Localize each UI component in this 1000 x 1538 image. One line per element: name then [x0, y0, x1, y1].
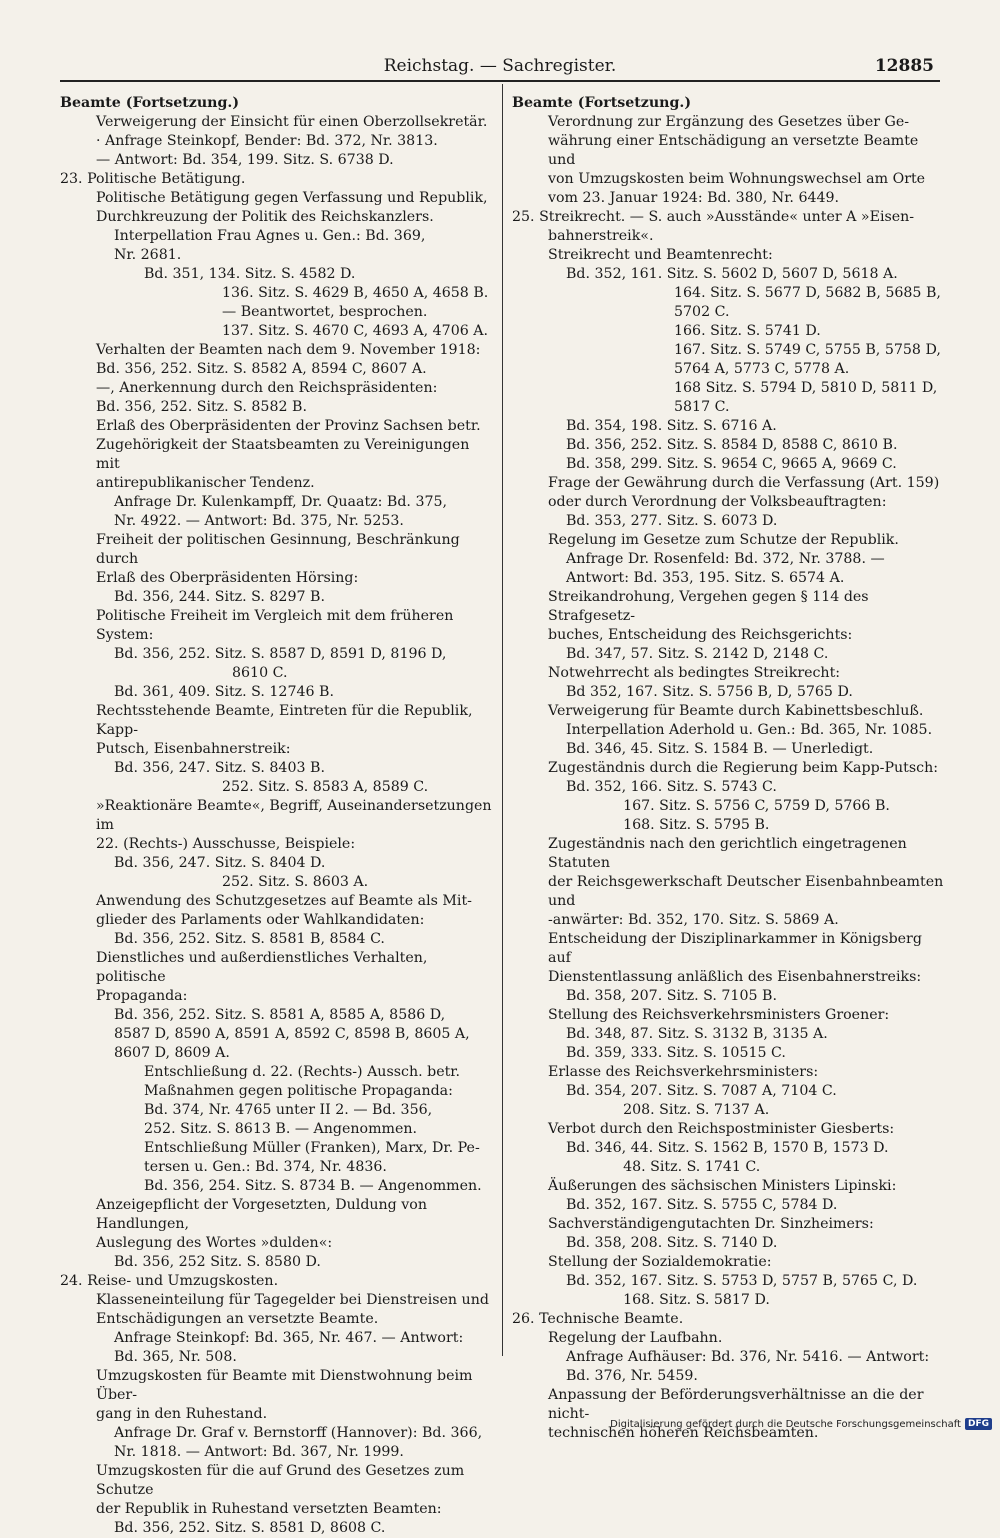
index-line: Bd. 351, 134. Sitz. S. 4582 D. — [144, 266, 356, 282]
index-line: 167. Sitz. S. 5749 C, 5755 B, 5758 D, — [674, 342, 941, 358]
index-line: Anfrage Steinkopf: Bd. 365, Nr. 467. — Antwort: — [114, 1330, 464, 1346]
index-line: Bd. 347, 57. Sitz. S. 2142 D, 2148 C. — [566, 646, 829, 662]
index-line: technischen höheren Reichsbeamten. — [548, 1425, 819, 1441]
index-line: —, Anerkennung durch den Reichspräsidenten: — [96, 380, 438, 396]
index-line: Bd. 358, 299. Sitz. S. 9654 C, 9665 A, 9669 C. — [566, 456, 897, 472]
page-number: 12885 — [874, 56, 934, 76]
index-line: Anfrage Aufhäuser: Bd. 376, Nr. 5416. — Antwort: — [566, 1349, 930, 1365]
index-line: Verordnung zur Ergänzung des Gesetzes über Ge- — [548, 114, 910, 130]
index-line: Bd. 356, 244. Sitz. S. 8297 B. — [114, 589, 325, 605]
index-line: Bd. 356, 252. Sitz. S. 8582 A, 8594 C, 8607 A. — [96, 361, 427, 377]
index-line: Zugehörigkeit der Staatsbeamten zu Vereinigungen mit — [96, 437, 474, 472]
index-line: Anfrage Dr. Kulenkampff, Dr. Quaatz: Bd. 375, — [114, 494, 448, 510]
footer-credit: Digitalisierung gefördert durch die Deutsche Forschungsgemeinschaft — [610, 1418, 961, 1430]
index-line: Erlasse des Reichsverkehrsministers: — [548, 1064, 819, 1080]
index-line: 252. Sitz. S. 8603 A. — [222, 874, 369, 890]
index-line: 252. Sitz. S. 8613 B. — Angenommen. — [144, 1121, 418, 1137]
index-line: 5817 C. — [674, 399, 730, 415]
index-line: Durchkreuzung der Politik des Reichskanzlers. — [96, 209, 434, 225]
index-line: Bd. 352, 166. Sitz. S. 5743 C. — [566, 779, 777, 795]
index-line: Verweigerung der Einsicht für einen Oberzollsekretär. — [96, 114, 488, 130]
index-line: Nr. 4922. — Antwort: Bd. 375, Nr. 5253. — [114, 513, 404, 529]
index-line: Bd. 356, 252. Sitz. S. 8581 D, 8608 C. — [114, 1520, 386, 1536]
index-line: Politische Betätigung gegen Verfassung und Republik, — [96, 190, 488, 206]
index-line: Verweigerung für Beamte durch Kabinettsbeschluß. — [548, 703, 924, 719]
index-line: Zugeständnis durch die Regierung beim Kapp-Putsch: — [548, 760, 938, 776]
index-line: tersen u. Gen.: Bd. 374, Nr. 4836. — [144, 1159, 387, 1175]
page-header — [60, 50, 940, 80]
index-line: 166. Sitz. S. 5741 D. — [674, 323, 821, 339]
index-line: Politische Freiheit im Vergleich mit dem früheren System: — [96, 608, 458, 643]
index-line: Umzugskosten für die auf Grund des Gesetzes zum Schutze — [96, 1463, 469, 1498]
index-line: Bd. 352, 161. Sitz. S. 5602 D, 5607 D, 5618 A. — [566, 266, 898, 282]
index-line: Bd. 358, 207. Sitz. S. 7105 B. — [566, 988, 777, 1004]
index-line: Nr. 1818. — Antwort: Bd. 367, Nr. 1999. — [114, 1444, 404, 1460]
index-line: Streikandrohung, Vergehen gegen § 114 des Strafgesetz- — [548, 589, 874, 624]
index-line: glieder des Parlaments oder Wahlkandidaten: — [96, 912, 425, 928]
index-line: 208. Sitz. S. 7137 A. — [596, 1102, 770, 1118]
index-line: 8587 D, 8590 A, 8591 A, 8592 C, 8598 B, 8605 A, — [114, 1026, 470, 1042]
index-line: 8610 C. — [232, 665, 288, 681]
index-line: der Republik in Ruhestand versetzten Beamten: — [96, 1501, 442, 1517]
index-line: -anwärter: Bd. 352, 170. Sitz. S. 5869 A. — [548, 912, 839, 928]
index-line: Erlaß des Oberpräsidenten der Provinz Sachsen betr. — [96, 418, 481, 434]
index-line: Zugeständnis nach den gerichtlich eingetragenen Statuten — [548, 836, 912, 871]
index-line: Bd. 346, 44. Sitz. S. 1562 B, 1570 B, 1573 D. — [566, 1140, 889, 1156]
index-line: Frage der Gewährung durch die Verfassung (Art. 159) — [548, 475, 940, 491]
header-rule — [60, 80, 940, 82]
index-line: Umzugskosten für Beamte mit Dienstwohnung beim Über- — [96, 1368, 478, 1403]
index-line: Bd. 374, Nr. 4765 unter II 2. — Bd. 356, — [144, 1102, 433, 1118]
index-line: Beamte (Fortsetzung.) — [60, 95, 240, 111]
index-line: gang in den Ruhestand. — [96, 1406, 268, 1422]
index-line: oder durch Verordnung der Volksbeauftragten: — [548, 494, 887, 510]
index-line: Sachverständigengutachten Dr. Sinzheimers: — [548, 1216, 874, 1232]
index-line: — Antwort: Bd. 354, 199. Sitz. S. 6738 D. — [96, 152, 394, 168]
running-title: Reichstag. — Sachregister. — [383, 56, 617, 76]
right-column — [512, 94, 948, 1443]
index-line: Bd. 356, 252 Sitz. S. 8580 D. — [114, 1254, 321, 1270]
index-line: Antwort: Bd. 353, 195. Sitz. S. 6574 A. — [566, 570, 845, 586]
index-line: Bd. 354, 198. Sitz. S. 6716 A. — [566, 418, 777, 434]
index-line: Maßnahmen gegen politische Propaganda: — [144, 1083, 453, 1099]
index-line: Bd. 348, 87. Sitz. S. 3132 B, 3135 A. — [566, 1026, 828, 1042]
index-line: Rechtsstehende Beamte, Eintreten für die Republik, Kapp- — [96, 703, 477, 738]
index-line: der Reichsgewerkschaft Deutscher Eisenbahnbeamten und — [548, 874, 948, 909]
index-line: Dienstliches und außerdienstliches Verhalten, politische — [96, 950, 432, 985]
index-line: Nr. 2681. — [114, 247, 182, 263]
index-line: 137. Sitz. S. 4670 C, 4693 A, 4706 A. — [222, 323, 489, 339]
index-line: Bd. 358, 208. Sitz. S. 7140 D. — [566, 1235, 778, 1251]
index-line: Bd. 356, 252. Sitz. S. 8581 A, 8585 A, 8586 D, — [114, 1007, 446, 1023]
index-line: 168. Sitz. S. 5795 B. — [596, 817, 770, 833]
index-line: Entschließung d. 22. (Rechts-) Aussch. betr. — [144, 1064, 461, 1080]
index-line: Bd. 376, Nr. 5459. — [566, 1368, 698, 1384]
index-line: Bd. 352, 167. Sitz. S. 5753 D, 5757 B, 5765 C, D. — [566, 1273, 918, 1289]
index-line: Anfrage Dr. Rosenfeld: Bd. 372, Nr. 3788. — — [566, 551, 885, 567]
index-line: vom 23. Januar 1924: Bd. 380, Nr. 6449. — [548, 190, 840, 206]
dfg-logo: DFG — [965, 1418, 992, 1430]
index-line: Notwehrrecht als bedingtes Streikrecht: — [548, 665, 841, 681]
index-line: — Beantwortet, besprochen. — [222, 304, 428, 320]
index-line: 168. Sitz. S. 5817 D. — [596, 1292, 770, 1308]
index-line: Anpassung der Beförderungsverhältnisse an die der nicht- — [548, 1387, 928, 1422]
index-line: 25. Streikrecht. — S. auch »Ausstände« unter A »Eisen- — [512, 209, 915, 225]
index-line: Äußerungen des sächsischen Ministers Lipinski: — [548, 1178, 897, 1194]
index-line: »Reaktionäre Beamte«, Begriff, Auseinandersetzungen im — [96, 798, 497, 833]
index-line: Regelung im Gesetze zum Schutze der Republik. — [548, 532, 899, 548]
index-line: Auslegung des Wortes »dulden«: — [96, 1235, 333, 1251]
index-line: 164. Sitz. S. 5677 D, 5682 B, 5685 B, — [674, 285, 941, 301]
index-line: Bd. 353, 277. Sitz. S. 6073 D. — [566, 513, 778, 529]
index-line: 168 Sitz. S. 5794 D, 5810 D, 5811 D, — [674, 380, 938, 396]
index-line: 23. Politische Betätigung. — [60, 171, 246, 187]
index-line: 252. Sitz. S. 8583 A, 8589 C. — [222, 779, 429, 795]
left-column — [60, 94, 497, 1538]
index-line: Freiheit der politischen Gesinnung, Beschränkung durch — [96, 532, 465, 567]
index-line: Bd. 354, 207. Sitz. S. 7087 A, 7104 C. — [566, 1083, 837, 1099]
index-line: Bd. 365, Nr. 508. — [114, 1349, 237, 1365]
index-line: Anfrage Dr. Graf v. Bernstorff (Hannover): Bd. 366, — [114, 1425, 483, 1441]
index-line: Anzeigepflicht der Vorgesetzten, Duldung von Handlungen, — [96, 1197, 432, 1232]
index-line: Verhalten der Beamten nach dem 9. November 1918: — [96, 342, 481, 358]
index-line: Putsch, Eisenbahnerstreik: — [96, 741, 291, 757]
index-line: Bd. 352, 167. Sitz. S. 5755 C, 5784 D. — [566, 1197, 838, 1213]
index-line: Bd. 356, 247. Sitz. S. 8404 D. — [114, 855, 326, 871]
index-line: 5764 A, 5773 C, 5778 A. — [674, 361, 850, 377]
index-line: Interpellation Frau Agnes u. Gen.: Bd. 369, — [114, 228, 426, 244]
index-line: von Umzugskosten beim Wohnungswechsel am Orte — [548, 171, 926, 187]
index-line: Stellung des Reichsverkehrsministers Groener: — [548, 1007, 890, 1023]
index-line: Bd 352, 167. Sitz. S. 5756 B, D, 5765 D. — [566, 684, 853, 700]
index-line: Propaganda: — [96, 988, 188, 1004]
index-line: antirepublikanischer Tendenz. — [96, 475, 315, 491]
index-line: Bd. 356, 252. Sitz. S. 8581 B, 8584 C. — [114, 931, 385, 947]
column-divider — [502, 84, 503, 1356]
index-line: Erlaß des Oberpräsidenten Hörsing: — [96, 570, 359, 586]
index-line: · Anfrage Steinkopf, Bender: Bd. 372, Nr. 3813. — [96, 133, 438, 149]
index-line: 26. Technische Beamte. — [512, 1311, 684, 1327]
index-line: Entscheidung der Disziplinarkammer in Königsberg auf — [548, 931, 927, 966]
index-line: Bd. 356, 252. Sitz. S. 8582 B. — [96, 399, 307, 415]
index-line: Bd. 361, 409. Sitz. S. 12746 B. — [114, 684, 334, 700]
index-line: währung einer Entschädigung an versetzte Beamte und — [548, 133, 923, 168]
footer — [610, 1418, 992, 1430]
index-line: bahnerstreik«. — [548, 228, 654, 244]
index-line: 5702 C. — [674, 304, 730, 320]
index-line: Bd. 356, 254. Sitz. S. 8734 B. — Angenommen. — [144, 1178, 482, 1194]
index-line: Bd. 346, 45. Sitz. S. 1584 B. — Unerledigt. — [566, 741, 874, 757]
index-line: Verbot durch den Reichspostminister Giesberts: — [548, 1121, 895, 1137]
index-line: Interpellation Aderhold u. Gen.: Bd. 365, Nr. 1085. — [566, 722, 933, 738]
index-line: Beamte (Fortsetzung.) — [512, 95, 692, 111]
index-line: Entschädigungen an versetzte Beamte. — [96, 1311, 379, 1327]
index-line: Bd. 356, 252. Sitz. S. 8587 D, 8591 D, 8196 D, — [114, 646, 447, 662]
index-line: 24. Reise- und Umzugskosten. — [60, 1273, 279, 1289]
index-line: Dienstentlassung anläßlich des Eisenbahnerstreiks: — [548, 969, 922, 985]
index-line: Anwendung des Schutzgesetzes auf Beamte als Mit- — [96, 893, 472, 909]
index-line: Stellung der Sozialdemokratie: — [548, 1254, 772, 1270]
index-line: Streikrecht und Beamtenrecht: — [548, 247, 773, 263]
index-line: Entschließung Müller (Franken), Marx, Dr. Pe- — [144, 1140, 480, 1156]
index-line: Bd. 359, 333. Sitz. S. 10515 C. — [566, 1045, 786, 1061]
index-line: Klasseneinteilung für Tagegelder bei Dienstreisen und — [96, 1292, 489, 1308]
index-line: 167. Sitz. S. 5756 C, 5759 D, 5766 B. — [596, 798, 890, 814]
index-line: 136. Sitz. S. 4629 B, 4650 A, 4658 B. — [222, 285, 489, 301]
index-line: Bd. 356, 252. Sitz. S. 8584 D, 8588 C, 8610 B. — [566, 437, 898, 453]
index-line: Bd. 356, 247. Sitz. S. 8403 B. — [114, 760, 325, 776]
index-line: buches, Entscheidung des Reichsgerichts: — [548, 627, 853, 643]
index-line: 48. Sitz. S. 1741 C. — [596, 1159, 761, 1175]
index-line: 8607 D, 8609 A. — [114, 1045, 230, 1061]
index-line: Regelung der Laufbahn. — [548, 1330, 723, 1346]
index-line: 22. (Rechts-) Ausschusse, Beispiele: — [96, 836, 356, 852]
